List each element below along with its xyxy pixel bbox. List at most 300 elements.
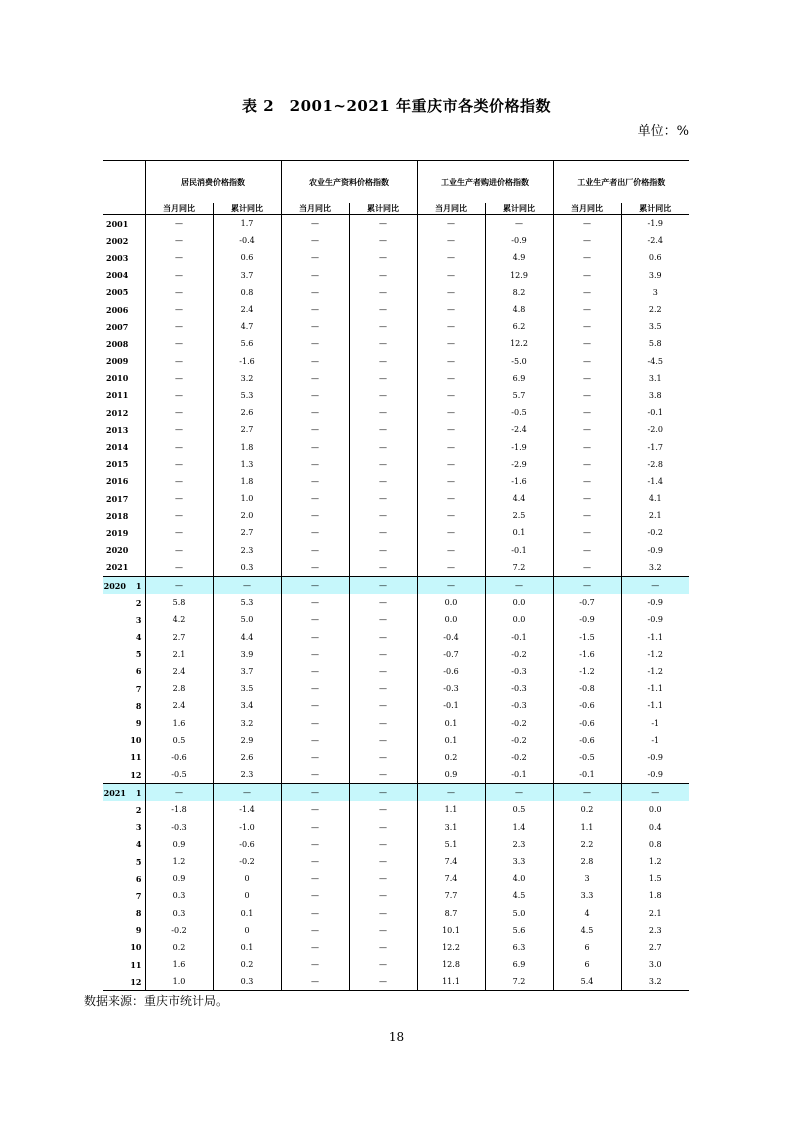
table-cell: 2.3 — [213, 542, 281, 559]
table-cell: — — [281, 629, 349, 646]
table-row — [103, 956, 689, 973]
table-cell: — — [281, 249, 349, 266]
table-cell: -1.8 — [145, 801, 213, 818]
table-cell: -0.1 — [417, 697, 485, 714]
table-row — [103, 456, 689, 473]
table-cell: 0.0 — [485, 594, 553, 611]
table-cell: — — [417, 267, 485, 284]
table-cell: 2.6 — [213, 749, 281, 766]
table-cell: — — [417, 507, 485, 524]
row-year-label: 2004 — [106, 270, 129, 281]
table-cell: — — [281, 819, 349, 836]
table-cell: — — [349, 870, 417, 887]
row-month-label: 9 — [135, 925, 142, 936]
table-cell: — — [349, 784, 417, 802]
table-cell: 2.9 — [213, 732, 281, 749]
table-row — [103, 215, 689, 233]
table-cell: -0.9 — [621, 611, 689, 628]
table-row — [103, 335, 689, 352]
table-cell: — — [145, 490, 213, 507]
table-row — [103, 232, 689, 249]
subheader-monthly-yoy: 当月同比 — [417, 203, 485, 215]
subheader-monthly-yoy: 当月同比 — [281, 203, 349, 215]
table-cell: 0 — [213, 887, 281, 904]
table-cell: — — [281, 973, 349, 991]
table-cell: 3.5 — [621, 318, 689, 335]
table-cell: — — [349, 524, 417, 541]
table-cell: — — [281, 232, 349, 249]
corner-cell — [103, 161, 145, 204]
table-cell: — — [349, 956, 417, 973]
table-row — [103, 629, 689, 646]
table-cell: 0.9 — [145, 836, 213, 853]
table-cell: 2.3 — [485, 836, 553, 853]
table-cell: 12.8 — [417, 956, 485, 973]
row-label — [103, 853, 145, 870]
table-cell: -0.6 — [553, 732, 621, 749]
table-cell: 4.8 — [485, 301, 553, 318]
table-cell: — — [281, 732, 349, 749]
table-cell: -0.1 — [485, 629, 553, 646]
row-label — [103, 784, 145, 802]
table-cell: — — [417, 490, 485, 507]
table-cell: — — [281, 559, 349, 577]
row-label — [103, 697, 145, 714]
subheader-cumulative-yoy: 累计同比 — [349, 203, 417, 215]
row-year-label: 2013 — [106, 424, 129, 435]
row-year-label: 2009 — [106, 356, 129, 367]
table-cell: — — [281, 646, 349, 663]
table-cell: — — [417, 404, 485, 421]
table-cell: -0.2 — [485, 749, 553, 766]
group-header-ppi: 工业生产者出厂价格指数 — [553, 161, 689, 204]
table-cell: — — [145, 576, 213, 594]
table-cell: — — [281, 594, 349, 611]
table-cell: -0.3 — [145, 819, 213, 836]
row-label — [103, 680, 145, 697]
table-cell: — — [281, 749, 349, 766]
table-cell: — — [281, 507, 349, 524]
table-cell: — — [145, 421, 213, 438]
table-cell: 0.9 — [145, 870, 213, 887]
table-cell: — — [145, 370, 213, 387]
table-cell: — — [553, 353, 621, 370]
table-cell: — — [145, 473, 213, 490]
table-cell: -0.6 — [553, 714, 621, 731]
table-cell: 3.9 — [621, 267, 689, 284]
table-cell: 0.3 — [145, 905, 213, 922]
table-cell: -0.3 — [417, 680, 485, 697]
table-cell: — — [417, 784, 485, 802]
table-row — [103, 905, 689, 922]
table-cell: — — [281, 456, 349, 473]
table-cell: — — [281, 905, 349, 922]
row-month-label: 8 — [135, 908, 142, 919]
table-cell: -2.4 — [621, 232, 689, 249]
table-cell: -0.3 — [485, 680, 553, 697]
table-cell: 2.5 — [485, 507, 553, 524]
row-year-label: 2012 — [106, 407, 129, 418]
table-cell: -1.7 — [621, 438, 689, 455]
table-cell: — — [281, 714, 349, 731]
table-cell: — — [621, 784, 689, 802]
table-cell: — — [553, 232, 621, 249]
table-cell: — — [417, 301, 485, 318]
row-label — [103, 836, 145, 853]
table-cell: -0.9 — [621, 749, 689, 766]
table-cell: 0.4 — [621, 819, 689, 836]
table-cell: — — [349, 232, 417, 249]
table-cell: -0.5 — [145, 766, 213, 784]
table-cell: -1 — [621, 732, 689, 749]
table-cell: 5.7 — [485, 387, 553, 404]
table-cell: — — [145, 267, 213, 284]
table-cell: 1.2 — [621, 853, 689, 870]
price-index-table — [103, 160, 689, 991]
row-year-label: 2001 — [106, 218, 129, 229]
table-cell: 0 — [213, 870, 281, 887]
table-cell: — — [553, 784, 621, 802]
table-cell: — — [417, 215, 485, 233]
table-cell: -1.4 — [213, 801, 281, 818]
table-cell: -4.5 — [621, 353, 689, 370]
row-month-label: 7 — [135, 683, 142, 694]
table-cell: — — [349, 421, 417, 438]
table-cell: 1.8 — [213, 438, 281, 455]
row-month-label: 3 — [135, 614, 142, 625]
table-cell: 0.3 — [213, 559, 281, 577]
table-cell: — — [281, 870, 349, 887]
table-cell: -1.6 — [553, 646, 621, 663]
table-cell: — — [281, 370, 349, 387]
row-month-label: 1 — [135, 580, 142, 591]
table-cell: 1.0 — [145, 973, 213, 991]
table-cell: — — [349, 939, 417, 956]
table-cell: — — [281, 353, 349, 370]
table-cell: 2.1 — [621, 507, 689, 524]
table-cell: 0.5 — [485, 801, 553, 818]
table-row — [103, 370, 689, 387]
table-row — [103, 542, 689, 559]
table-cell: 0.6 — [621, 249, 689, 266]
table-row — [103, 318, 689, 335]
table-cell: — — [145, 249, 213, 266]
table-row — [103, 490, 689, 507]
table-cell: — — [553, 473, 621, 490]
row-label — [103, 663, 145, 680]
table-cell: — — [145, 318, 213, 335]
table-cell: 5.4 — [553, 973, 621, 991]
row-year-label: 2006 — [106, 304, 129, 315]
table-cell: -0.1 — [621, 404, 689, 421]
row-year-label: 2019 — [106, 527, 129, 538]
table-row — [103, 819, 689, 836]
table-cell: — — [485, 215, 553, 233]
table-cell: -1.2 — [621, 646, 689, 663]
table-cell: — — [281, 542, 349, 559]
table-cell: — — [281, 663, 349, 680]
table-cell: -0.8 — [553, 680, 621, 697]
table-cell: — — [417, 559, 485, 577]
table-row — [103, 714, 689, 731]
group-header-agri-inputs: 农业生产资料价格指数 — [281, 161, 417, 204]
table-cell: — — [349, 594, 417, 611]
data-source-note: 数据来源：重庆市统计局。 — [84, 994, 229, 1008]
table-cell: — — [281, 611, 349, 628]
row-label — [103, 973, 145, 991]
table-row — [103, 784, 689, 802]
table-cell: 2.7 — [213, 421, 281, 438]
table-cell: — — [281, 301, 349, 318]
row-month-label: 7 — [135, 890, 142, 901]
table-cell: 1.1 — [417, 801, 485, 818]
table-cell: — — [553, 301, 621, 318]
table-cell: 2.8 — [553, 853, 621, 870]
row-year-label: 2017 — [106, 493, 129, 504]
table-cell: 0 — [213, 922, 281, 939]
row-label — [103, 887, 145, 904]
table-row — [103, 887, 689, 904]
table-cell: — — [553, 267, 621, 284]
table-cell: — — [553, 404, 621, 421]
subheader-monthly-yoy: 当月同比 — [553, 203, 621, 215]
row-label — [103, 611, 145, 628]
table-cell: 4.5 — [553, 922, 621, 939]
table-cell: -1.2 — [621, 663, 689, 680]
table-cell: — — [417, 438, 485, 455]
table-cell: 3.0 — [621, 956, 689, 973]
table-cell: — — [349, 559, 417, 577]
table-cell: -0.9 — [621, 542, 689, 559]
table-cell: 7.2 — [485, 973, 553, 991]
table-cell: 10.1 — [417, 922, 485, 939]
table-cell: -0.6 — [145, 749, 213, 766]
row-year-label: 2002 — [106, 235, 129, 246]
row-label — [103, 939, 145, 956]
table-cell: — — [349, 267, 417, 284]
table-cell: 1.8 — [213, 473, 281, 490]
table-cell: 4.5 — [485, 887, 553, 904]
table-cell: 1.0 — [213, 490, 281, 507]
row-year-label: 2021 — [106, 562, 129, 573]
table-cell: 2.4 — [213, 301, 281, 318]
table-cell: -0.6 — [553, 697, 621, 714]
table-cell: 3.2 — [213, 714, 281, 731]
table-cell: -0.3 — [485, 697, 553, 714]
table-cell: 8.2 — [485, 284, 553, 301]
table-cell: 0.0 — [417, 611, 485, 628]
table-title: 表 2 2001~2021 年重庆市各类价格指数 — [242, 97, 551, 115]
table-cell: 3 — [621, 284, 689, 301]
table-cell: — — [349, 473, 417, 490]
table-cell: 1.6 — [145, 956, 213, 973]
table-cell: — — [349, 611, 417, 628]
table-cell: -0.2 — [621, 524, 689, 541]
table-cell: 3.9 — [213, 646, 281, 663]
table-cell: — — [145, 456, 213, 473]
table-cell: — — [417, 249, 485, 266]
table-cell: — — [281, 490, 349, 507]
table-cell: 0.2 — [553, 801, 621, 818]
table-cell: — — [417, 370, 485, 387]
table-row — [103, 594, 689, 611]
table-cell: — — [145, 542, 213, 559]
subheader-cumulative-yoy: 累计同比 — [485, 203, 553, 215]
table-row — [103, 680, 689, 697]
table-cell: — — [349, 819, 417, 836]
row-month-label: 4 — [135, 839, 142, 850]
table-cell: 0.0 — [417, 594, 485, 611]
table-cell: 3 — [553, 870, 621, 887]
table-cell: — — [281, 801, 349, 818]
table-cell: — — [349, 836, 417, 853]
table-cell: — — [553, 249, 621, 266]
table-cell: — — [281, 853, 349, 870]
table-cell: -0.2 — [485, 732, 553, 749]
row-month-label: 5 — [135, 649, 142, 660]
table-cell: — — [145, 524, 213, 541]
table-cell: -0.4 — [213, 232, 281, 249]
table-cell: — — [349, 387, 417, 404]
table-cell: 7.4 — [417, 870, 485, 887]
table-cell: -1 — [621, 714, 689, 731]
table-row — [103, 922, 689, 939]
table-row — [103, 836, 689, 853]
table-cell: 3.3 — [485, 853, 553, 870]
table-cell: 7.7 — [417, 887, 485, 904]
table-cell: -2.0 — [621, 421, 689, 438]
table-cell: -1.9 — [621, 215, 689, 233]
row-year-label: 2007 — [106, 321, 129, 332]
table-cell: -0.9 — [485, 232, 553, 249]
table-cell: 5.3 — [213, 387, 281, 404]
table-cell: 0.1 — [417, 714, 485, 731]
table-cell: 4.9 — [485, 249, 553, 266]
table-cell: -1.0 — [213, 819, 281, 836]
table-cell: -0.1 — [485, 542, 553, 559]
table-cell: — — [281, 680, 349, 697]
table-cell: — — [349, 301, 417, 318]
table-cell: — — [349, 507, 417, 524]
row-month-label: 11 — [130, 752, 142, 763]
table-cell: -0.5 — [553, 749, 621, 766]
table-cell: — — [145, 404, 213, 421]
table-cell: 3.1 — [417, 819, 485, 836]
row-year-label: 2018 — [106, 510, 129, 521]
table-cell: 0.3 — [145, 887, 213, 904]
table-cell: — — [281, 335, 349, 352]
table-cell: — — [281, 956, 349, 973]
table-cell: -0.9 — [553, 611, 621, 628]
row-label — [103, 870, 145, 887]
table-cell: 5.6 — [485, 922, 553, 939]
table-cell: 0.8 — [621, 836, 689, 853]
table-cell: — — [349, 646, 417, 663]
table-cell: — — [349, 663, 417, 680]
table-cell: -0.6 — [417, 663, 485, 680]
table-cell: -1.1 — [621, 629, 689, 646]
corner-cell — [103, 203, 145, 215]
table-cell: — — [145, 215, 213, 233]
row-label — [103, 956, 145, 973]
table-cell: — — [281, 922, 349, 939]
table-cell: 5.3 — [213, 594, 281, 611]
table-cell: 3.2 — [213, 370, 281, 387]
table-cell: 2.1 — [145, 646, 213, 663]
table-cell: — — [281, 887, 349, 904]
table-cell: -2.9 — [485, 456, 553, 473]
table-row — [103, 576, 689, 594]
row-year-label: 2016 — [106, 476, 129, 487]
table-row — [103, 939, 689, 956]
table-cell: — — [281, 438, 349, 455]
row-label — [103, 646, 145, 663]
table-cell: — — [145, 301, 213, 318]
table-cell: -0.2 — [485, 714, 553, 731]
table-cell: -0.7 — [553, 594, 621, 611]
table-cell: -1.5 — [553, 629, 621, 646]
table-cell: -0.1 — [485, 766, 553, 784]
table-cell: 3.8 — [621, 387, 689, 404]
table-cell: 7.2 — [485, 559, 553, 577]
table-row — [103, 749, 689, 766]
table-cell: — — [553, 456, 621, 473]
table-cell: 4.4 — [485, 490, 553, 507]
row-month-label: 12 — [130, 976, 142, 987]
table-cell: — — [213, 784, 281, 802]
table-cell: 4.1 — [621, 490, 689, 507]
table-cell: 12.2 — [417, 939, 485, 956]
table-cell: — — [553, 559, 621, 577]
row-year-label: 2014 — [106, 442, 129, 453]
table-cell: — — [553, 318, 621, 335]
table-cell: — — [349, 973, 417, 991]
table-cell: 6.3 — [485, 939, 553, 956]
table-cell: — — [349, 370, 417, 387]
table-cell: 6.2 — [485, 318, 553, 335]
table-cell: — — [281, 267, 349, 284]
table-cell: — — [349, 680, 417, 697]
table-row — [103, 524, 689, 541]
row-year-label: 2008 — [106, 338, 129, 349]
table-cell: 4 — [553, 905, 621, 922]
table-cell: 4.0 — [485, 870, 553, 887]
table-cell: — — [417, 456, 485, 473]
row-month-label: 12 — [130, 769, 142, 780]
table-cell: 2.2 — [553, 836, 621, 853]
row-year-label: 2003 — [106, 252, 129, 263]
table-cell: -0.1 — [553, 766, 621, 784]
table-cell: — — [145, 507, 213, 524]
unit-label: 单位：% — [637, 124, 689, 139]
table-cell: — — [213, 576, 281, 594]
row-year-label: 2005 — [106, 287, 129, 298]
table-cell: 0.2 — [213, 956, 281, 973]
group-header-row — [103, 161, 689, 204]
table-cell: — — [349, 697, 417, 714]
row-label — [103, 629, 145, 646]
table-cell: — — [417, 421, 485, 438]
row-month-label: 5 — [135, 856, 142, 867]
table-cell: 1.5 — [621, 870, 689, 887]
table-cell: — — [417, 318, 485, 335]
table-cell: 5.1 — [417, 836, 485, 853]
table-cell: -0.5 — [485, 404, 553, 421]
row-month-label: 6 — [135, 873, 142, 884]
table-cell: — — [145, 284, 213, 301]
table-cell: 3.7 — [213, 267, 281, 284]
table-cell: — — [349, 714, 417, 731]
